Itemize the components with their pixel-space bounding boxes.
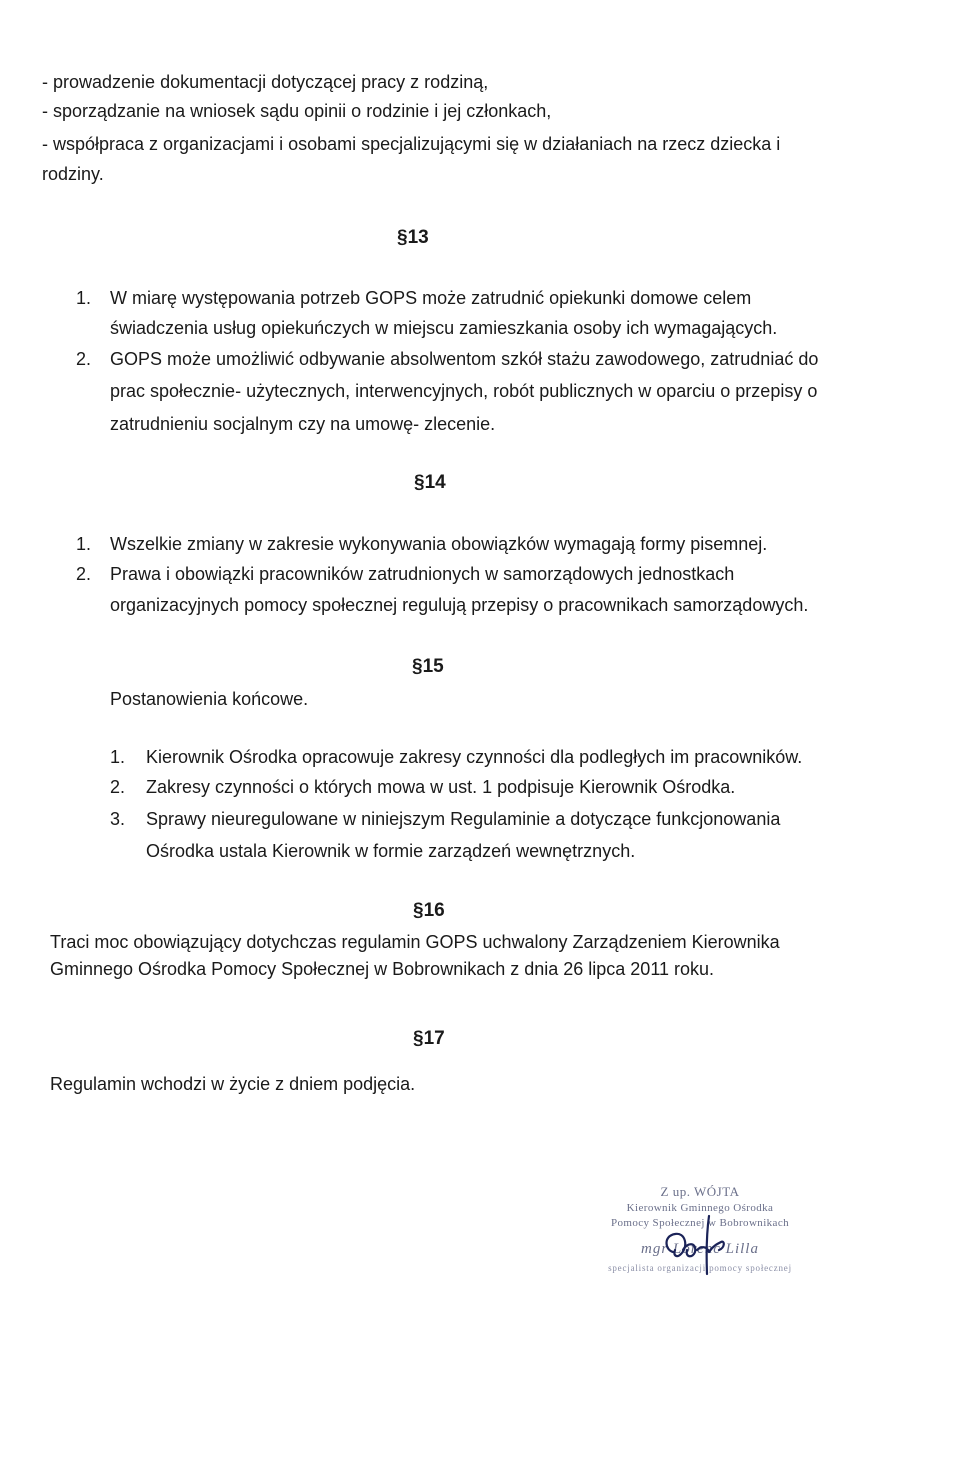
section-16-heading: §16 bbox=[413, 900, 445, 921]
s15-item1-line: Kierownik Ośrodka opracowuje zakresy czynności dla podległych im pracowników. bbox=[146, 747, 803, 767]
intro-line: rodziny. bbox=[42, 164, 104, 184]
section-14-heading: §14 bbox=[414, 472, 446, 493]
s14-item2-number: 2. bbox=[76, 564, 92, 584]
s13-item2-line: GOPS może umożliwić odbywanie absolwentom szkół stażu zawodowego, zatrudniać do bbox=[110, 349, 819, 369]
s15-item3-number: 3. bbox=[110, 809, 126, 829]
section-13-heading: §13 bbox=[397, 227, 429, 248]
s15-title: Postanowienia końcowe. bbox=[110, 689, 309, 709]
stamp-line: Z up. WÓJTA bbox=[660, 1184, 740, 1199]
s15-item2-line: Zakresy czynności o których mowa w ust. 1 podpisuje Kierownik Ośrodka. bbox=[146, 777, 736, 797]
handwritten-signature bbox=[655, 1206, 745, 1276]
intro-line: - prowadzenie dokumentacji dotyczącej pracy z rodziną, bbox=[42, 72, 489, 92]
s14-item1-line: Wszelkie zmiany w zakresie wykonywania obowiązków wymagają formy pisemnej. bbox=[110, 534, 768, 554]
s15-item1-number: 1. bbox=[110, 747, 126, 767]
s13-item2-line: prac społecznie- użytecznych, interwencyjnych, robót publicznych w oparciu o przepisy o bbox=[110, 381, 818, 401]
s15-item3-line: Ośrodka ustala Kierownik w formie zarządzeń wewnętrznych. bbox=[146, 841, 636, 861]
s14-item2-line: organizacyjnych pomocy społecznej regulują przepisy o pracownikach samorządowych. bbox=[110, 595, 809, 615]
s13-item2-number: 2. bbox=[76, 349, 92, 369]
s13-item1-number: 1. bbox=[76, 288, 92, 308]
s17-text: Regulamin wchodzi w życie z dniem podjęcia. bbox=[50, 1074, 416, 1094]
stamp-line: specjalista organizacji pomocy społecznej bbox=[608, 1263, 792, 1273]
s13-item1-line: świadczenia usług opiekuńczych w miejscu zamieszkania osoby ich wymagających. bbox=[110, 318, 778, 338]
s16-line: Gminnego Ośrodka Pomocy Społecznej w Bobrownikach z dnia 26 lipca 2011 roku. bbox=[50, 959, 715, 979]
stamp-line: Kierownik Gminnego Ośrodka bbox=[626, 1202, 774, 1214]
official-stamp bbox=[560, 1178, 840, 1278]
s13-item2-line: zatrudnieniu socjalnym czy na umowę- zlecenie. bbox=[110, 414, 496, 434]
section-15-heading: §15 bbox=[412, 656, 444, 677]
section-17-heading: §17 bbox=[413, 1028, 445, 1049]
s15-item3-line: Sprawy nieuregulowane w niniejszym Regulaminie a dotyczące funkcjonowania bbox=[146, 809, 781, 829]
stamp-line: Pomocy Społecznej w Bobrownikach bbox=[610, 1217, 790, 1229]
s14-item2-line: Prawa i obowiązki pracowników zatrudnionych w samorządowych jednostkach bbox=[110, 564, 735, 584]
s13-item1-line: W miarę występowania potrzeb GOPS może zatrudnić opiekunki domowe celem bbox=[110, 288, 752, 308]
s15-item2-number: 2. bbox=[110, 777, 126, 797]
intro-line: - sporządzanie na wniosek sądu opinii o rodzinie i jej członkach, bbox=[42, 101, 552, 121]
stamp-name-line: mgr Lorenc Lilla bbox=[641, 1241, 759, 1257]
s14-item1-number: 1. bbox=[76, 534, 92, 554]
s16-line: Traci moc obowiązujący dotychczas regulamin GOPS uchwalony Zarządzeniem Kierownika bbox=[50, 932, 780, 952]
intro-line: - współpraca z organizacjami i osobami specjalizującymi się w działaniach na rzecz dziecka i bbox=[42, 134, 781, 154]
